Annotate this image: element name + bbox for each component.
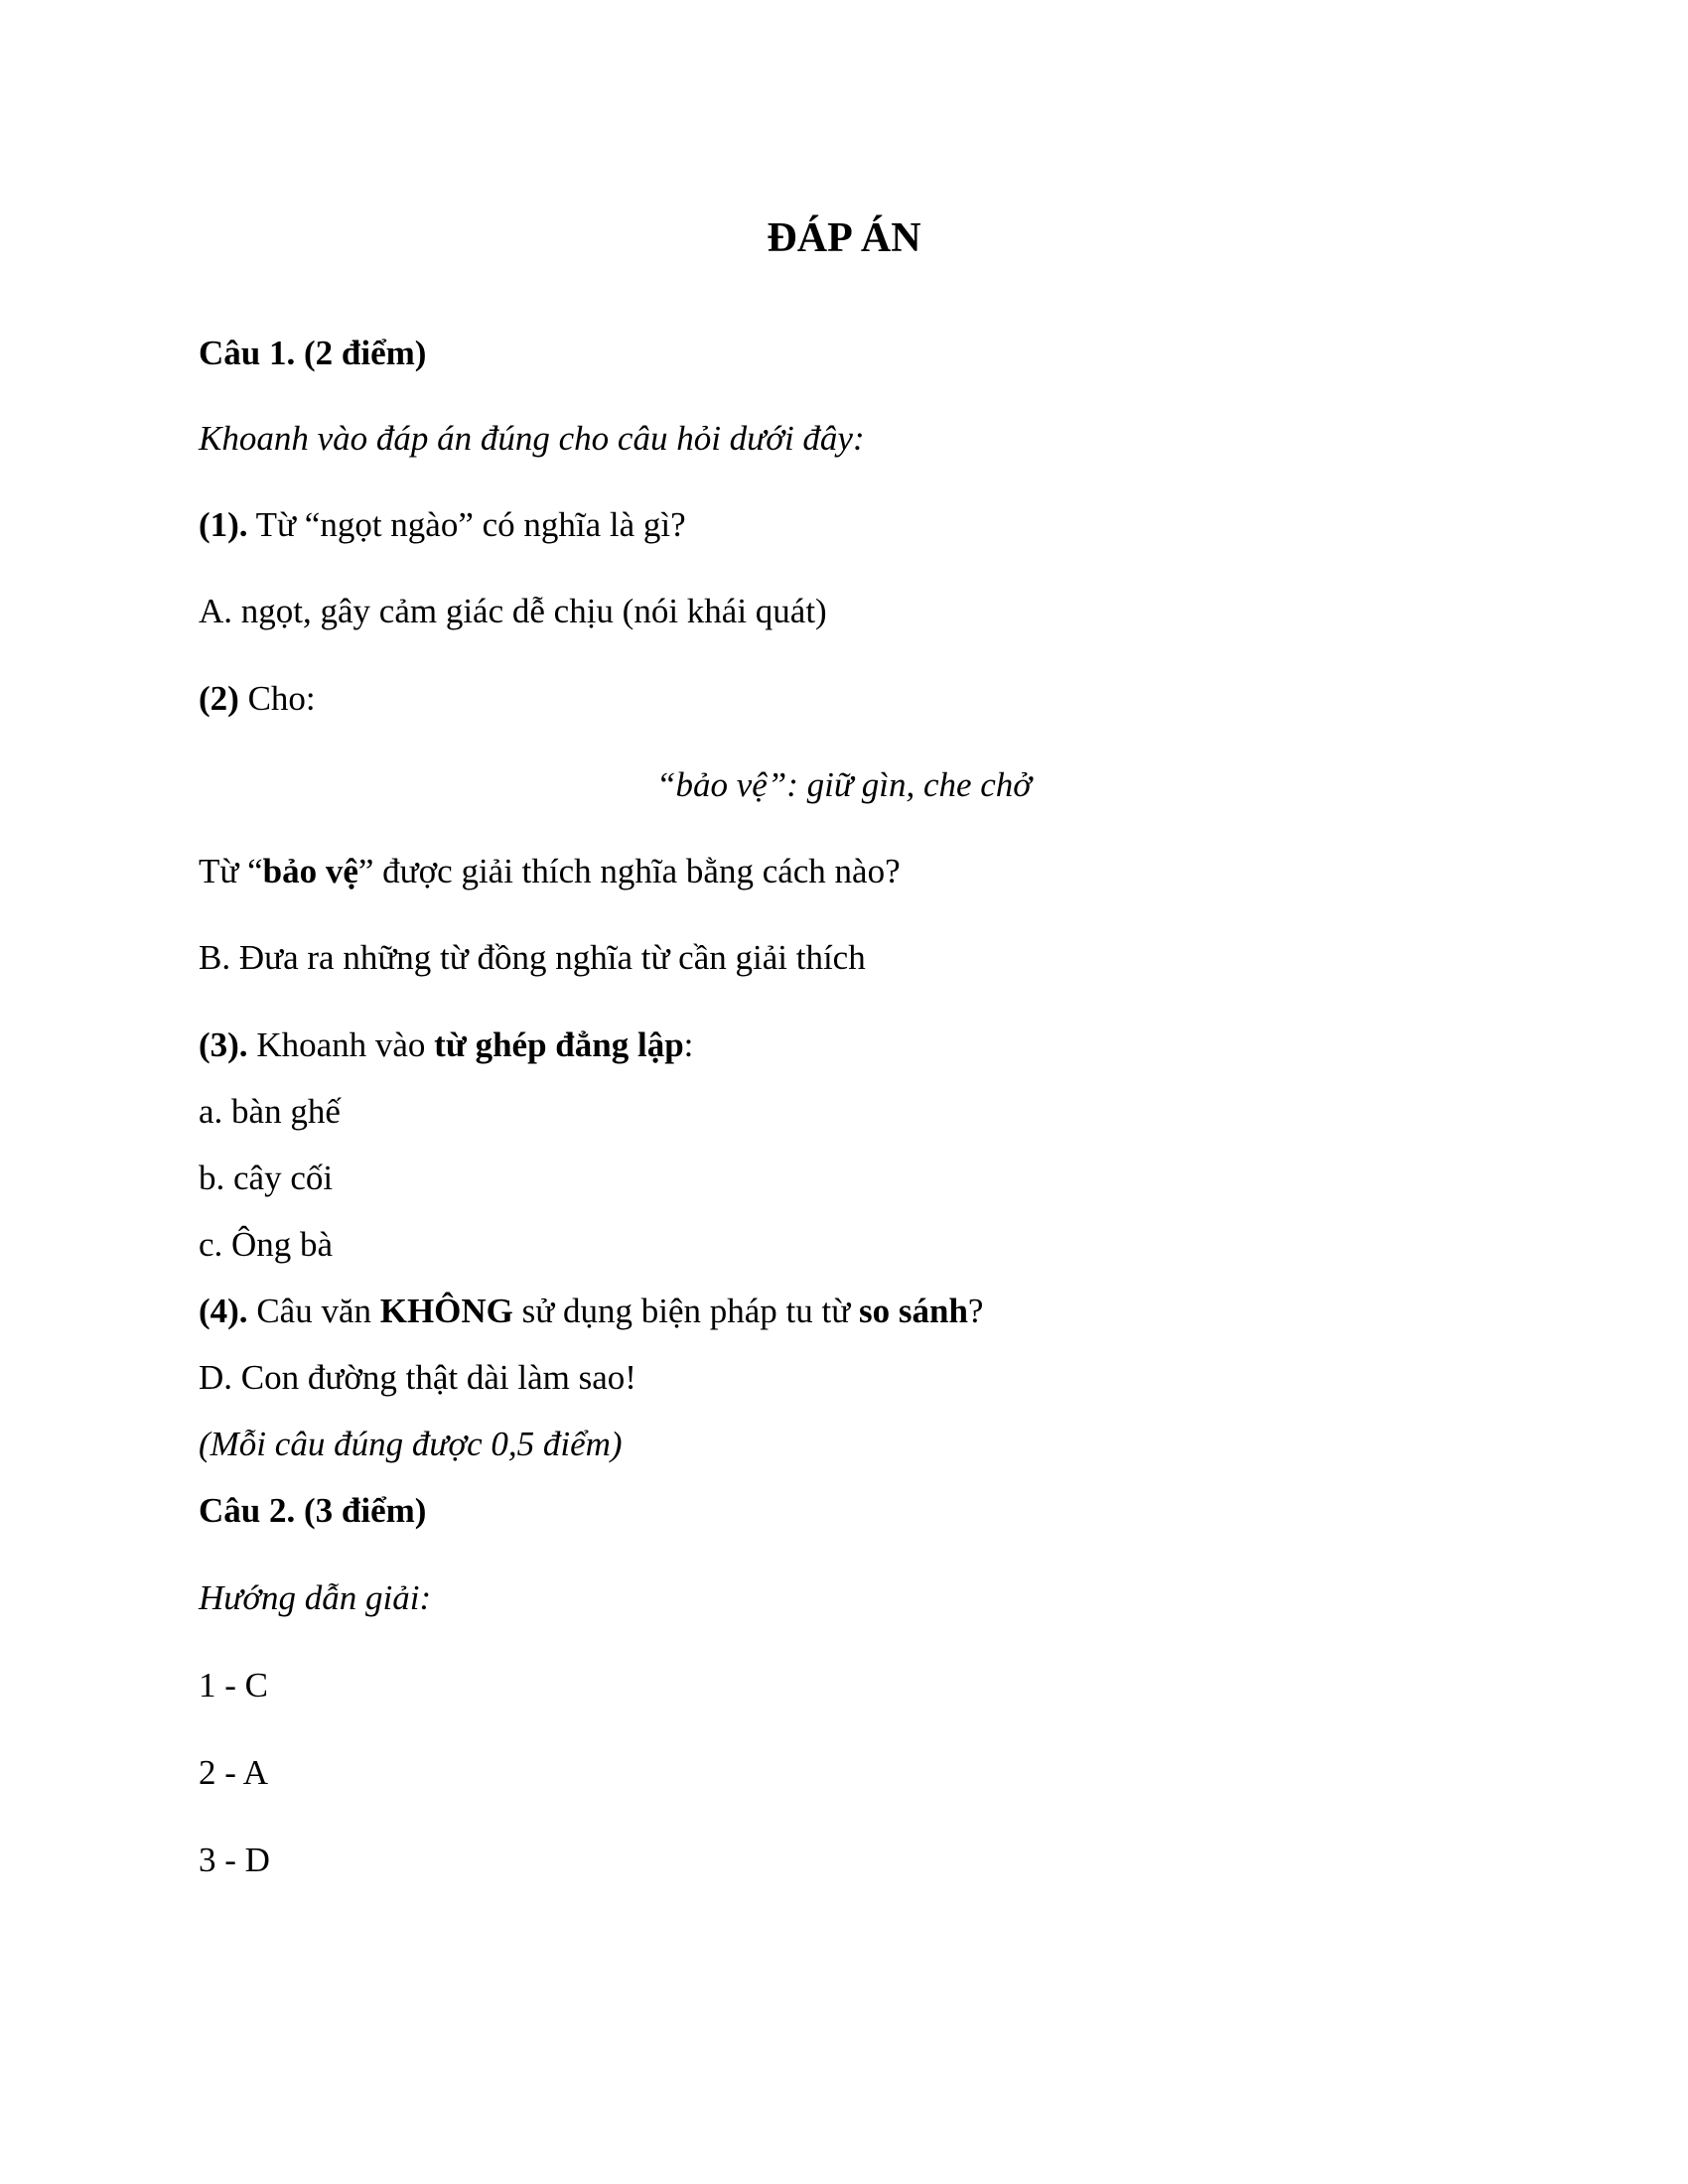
sub-question-2-quote: “bảo vệ”: giữ gìn, che chở bbox=[656, 765, 1032, 804]
answer-item: 3 - D bbox=[199, 1841, 270, 1879]
sub-question-1-answer: A. ngọt, gây cảm giác dễ chịu (nói khái quát) bbox=[199, 592, 827, 630]
sub-question-2-question: Từ “bảo vệ” được giải thích nghĩa bằng cách nào? bbox=[199, 852, 901, 890]
page-title: ĐÁP ÁN bbox=[767, 215, 921, 261]
answer-item: 1 - C bbox=[199, 1666, 268, 1705]
sub-question-3: (3). Khoanh vào từ ghép đẳng lập: bbox=[199, 1025, 694, 1064]
sub-question-4: (4). Câu văn KHÔNG sử dụng biện pháp tu từ so sánh? bbox=[199, 1292, 984, 1330]
sub-question-2: (2) Cho: bbox=[199, 679, 316, 718]
question-1-instruction: Khoanh vào đáp án đúng cho câu hỏi dưới đây: bbox=[199, 419, 865, 458]
score-note: (Mỗi câu đúng được 0,5 điểm) bbox=[199, 1425, 623, 1463]
question-1-heading: Câu 1. (2 điểm) bbox=[199, 334, 427, 372]
option-item: a. bàn ghế bbox=[199, 1092, 341, 1131]
answer-item: 2 - A bbox=[199, 1753, 268, 1792]
sub-question-4-answer: D. Con đường thật dài làm sao! bbox=[199, 1358, 636, 1397]
question-2-heading: Câu 2. (3 điểm) bbox=[199, 1491, 427, 1530]
sub-question-1: (1). Từ “ngọt ngào” có nghĩa là gì? bbox=[199, 505, 686, 544]
sub-question-2-answer: B. Đưa ra những từ đồng nghĩa từ cần giải thích bbox=[199, 938, 866, 977]
option-item: c. Ông bà bbox=[199, 1225, 334, 1264]
question-2-guide: Hướng dẫn giải: bbox=[199, 1578, 432, 1617]
option-item: b. cây cối bbox=[199, 1159, 334, 1197]
